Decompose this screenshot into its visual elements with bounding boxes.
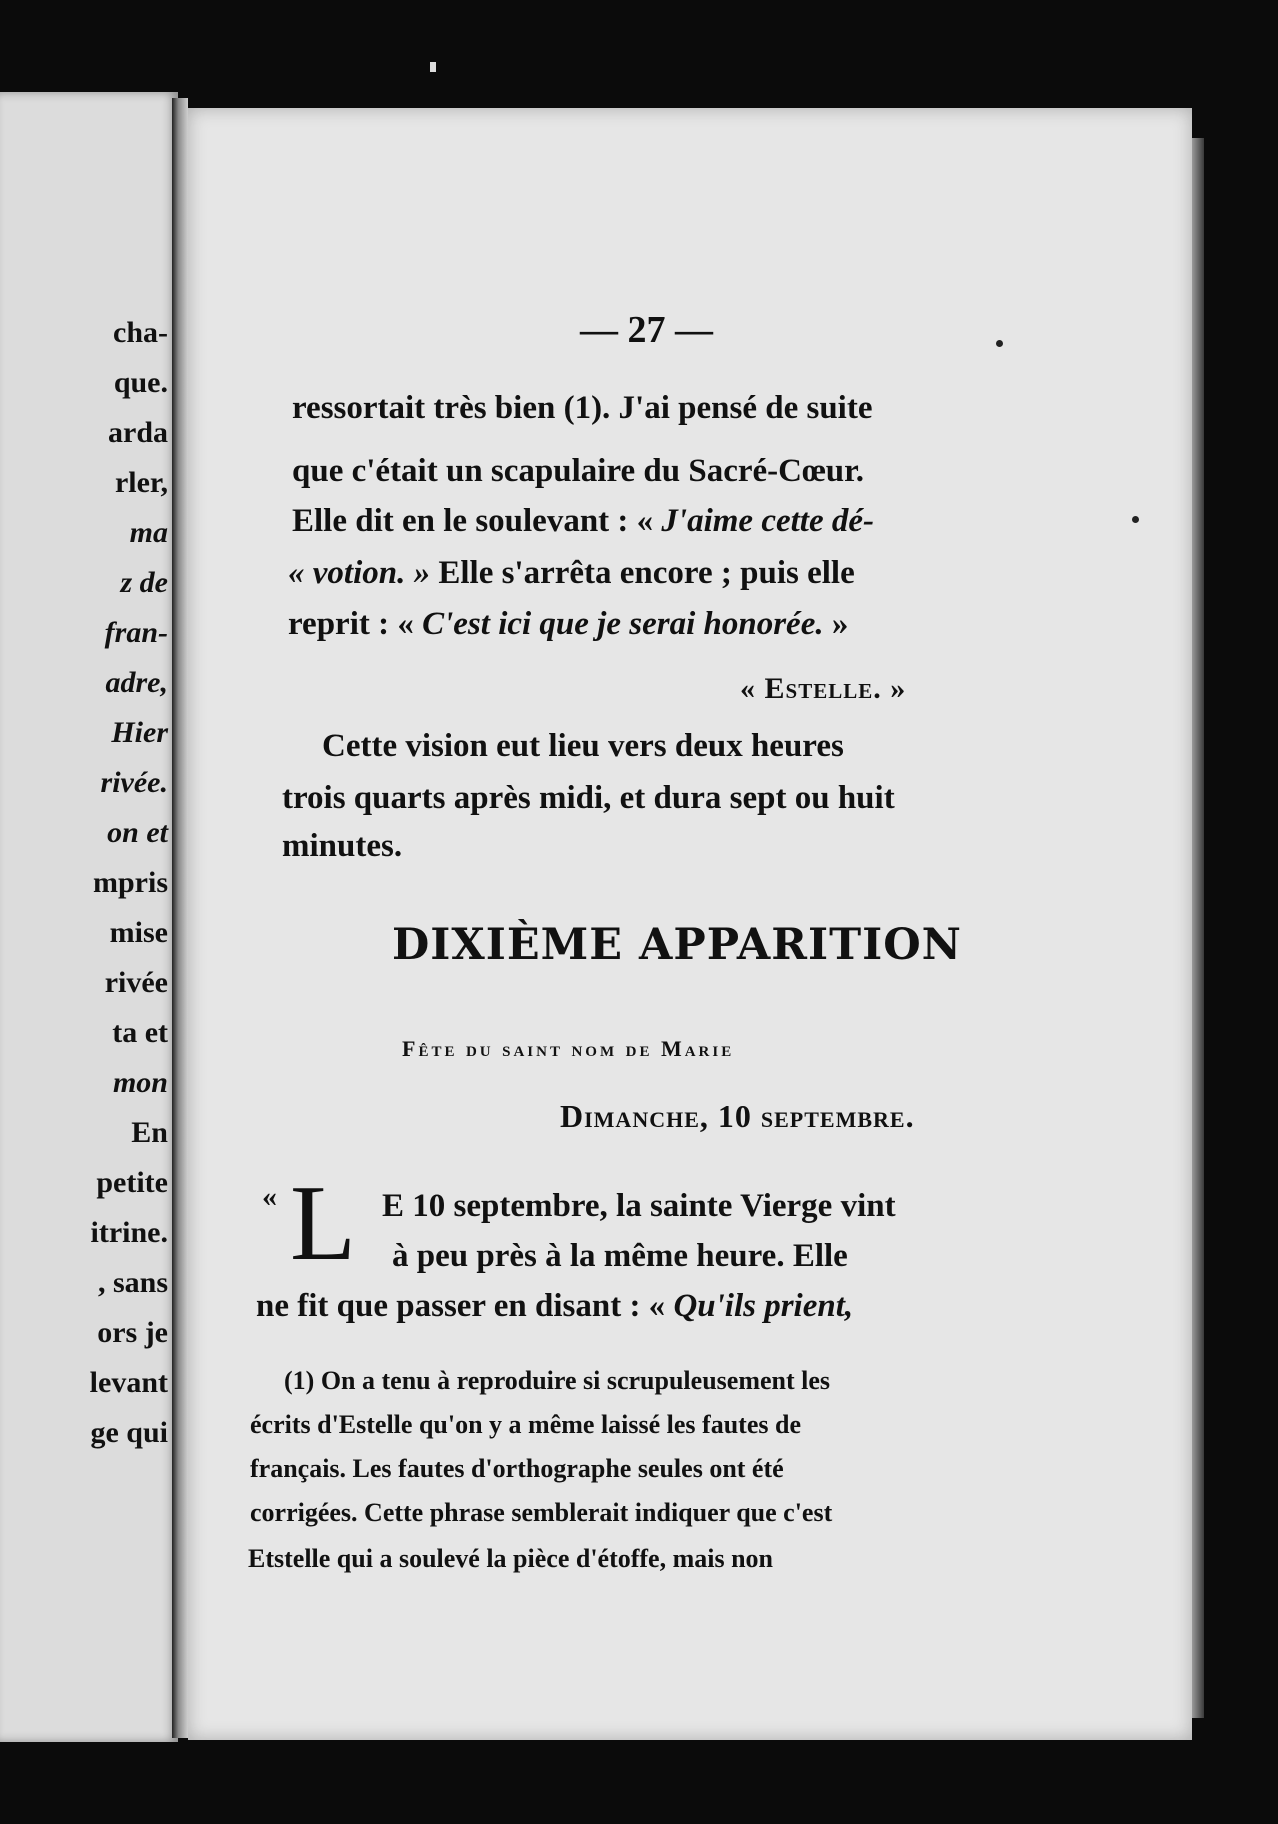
left-page-line: que. (113, 366, 168, 399)
scan-mark (430, 62, 436, 72)
left-page-line: arda (108, 416, 168, 449)
footnote-line-5: Etstelle qui a soulevé la pièce d'étoffe, mais non (248, 1544, 774, 1573)
left-page-line: mon (112, 1066, 168, 1099)
chapter-heading: DIXIÈME APPARITION (392, 920, 962, 970)
drop-cap: L (290, 1164, 356, 1283)
left-page-line: adre, (105, 666, 168, 699)
chapter-subheading: Fête du saint nom de Marie (402, 1036, 735, 1061)
chapter-date: Dimanche, 10 septembre. (560, 1098, 915, 1134)
body-line-4: « votion. » Elle s'arrêta encore ; puis elle (288, 555, 855, 591)
left-page-line: mise (109, 916, 168, 949)
page-number: — 27 — (580, 309, 713, 351)
left-page-line: rler, (114, 466, 168, 499)
left-page-line: , sans (97, 1266, 168, 1299)
left-page-line: Hier (111, 716, 168, 749)
page-edge (1192, 138, 1204, 1718)
left-page-line: petite (96, 1166, 168, 1199)
para3-line-2: à peu près à la même heure. Elle (392, 1238, 848, 1274)
book-gutter (172, 98, 188, 1738)
footnote-line-4: corrigées. Cette phrase semblerait indiquer que c'est (250, 1498, 833, 1527)
signature: « Estelle. » (740, 672, 907, 705)
opening-quote: « (262, 1180, 277, 1213)
left-page (0, 92, 178, 1742)
left-page-line: cha- (113, 316, 168, 349)
left-page-line: rivée (104, 966, 168, 999)
left-page-line: itrine. (90, 1216, 168, 1249)
left-page-line: ta et (112, 1016, 168, 1049)
body-line-2: que c'était un scapulaire du Sacré-Cœur. (292, 453, 865, 489)
ink-speck (996, 340, 1003, 347)
para2-line-1: Cette vision eut lieu vers deux heures (322, 728, 844, 764)
footnote-line-1: (1) On a tenu à reproduire si scrupuleusement les (284, 1366, 831, 1395)
footnote-line-3: français. Les fautes d'orthographe seules ont été (250, 1454, 784, 1483)
para3-line-1: E 10 septembre, la sainte Vierge vint (382, 1188, 896, 1224)
left-page-line: ors je (97, 1316, 168, 1349)
body-line-3: Elle dit en le soulevant : « J'aime cette dé- (292, 503, 874, 539)
left-page-line: levant (89, 1366, 168, 1399)
left-page-line: z de (120, 566, 168, 599)
footnote-line-2: écrits d'Estelle qu'on y a même laissé les fautes de (250, 1410, 801, 1439)
left-page-line: mpris (93, 866, 168, 899)
left-page-line: fran- (104, 616, 168, 649)
left-page-line: ge qui (90, 1416, 168, 1449)
left-page-line: ma (129, 516, 168, 549)
para3-line-3: ne fit que passer en disant : « Qu'ils prient, (256, 1288, 854, 1324)
left-page-line: on et (107, 816, 168, 849)
left-page-line: En (131, 1116, 168, 1149)
body-line-5: reprit : « C'est ici que je serai honorée. » (288, 606, 849, 642)
body-line-1: ressortait très bien (1). J'ai pensé de suite (292, 390, 873, 426)
ink-speck (1132, 516, 1139, 523)
left-page-line: rivée. (100, 766, 168, 799)
para2-line-3: minutes. (282, 828, 403, 864)
para2-line-2: trois quarts après midi, et dura sept ou huit (282, 780, 895, 816)
